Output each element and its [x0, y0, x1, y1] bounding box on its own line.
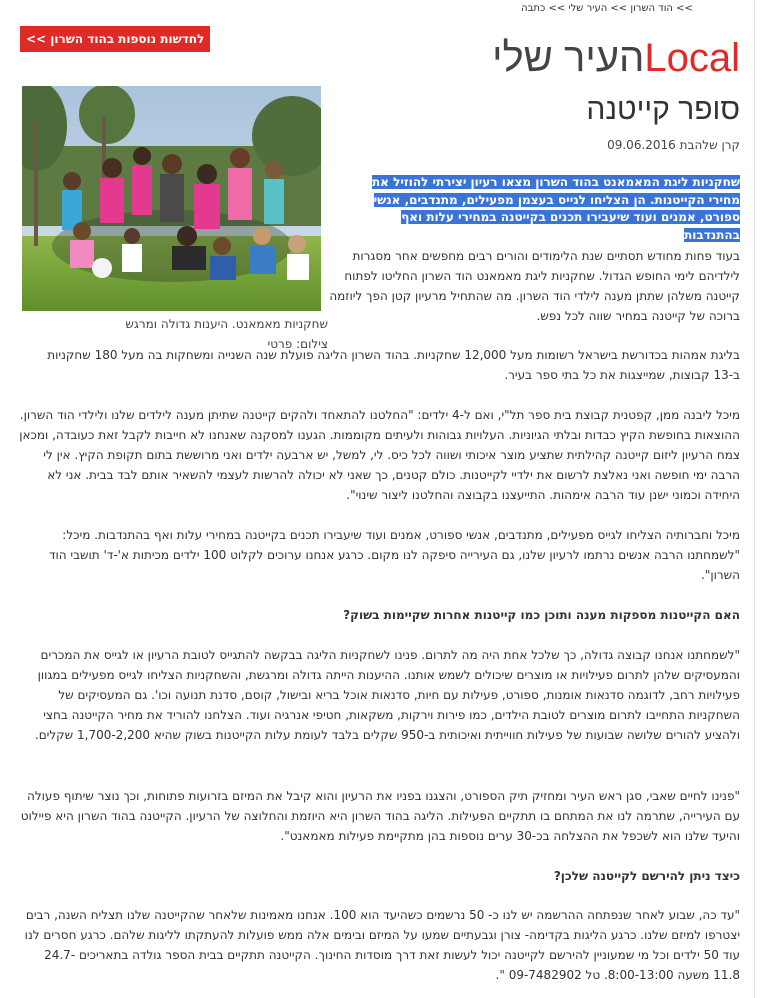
- paragraph-quote-michal: מיכל ליבנה ממן, קפטנית קבוצת בית ספר תל"י, ואם ל-4 ילדים: "החלטנו להתאחד ולהקים קייטנה שתיתן מענה לילדים שלנו ולילדי הוד השרון. ההוצאות בחופשת הקיץ כבדות ובלתי הגיוניות. העלויות גבוהות ולעיתים מקוממות. הגענו למסקנה שאנחנו לא חייבות לקבל זאת כעובדה, ומכאן צמח הרעיון ליזום קייטנה קהילתית שתציע מוצר איכותי ושווה לכל כיס. לי, למשל, יש ארבעה ילדים ואני מרוששת בתום תקופת הקיץ. אין לי הרבה ימי חופשה ואני נאלצת לרשום את ילדיי לקייטנות. כולם קטנים, כך שאני לא יכולה להרשות לעצמי להשאיר אותם לבד בבית. אני לא היחידה וכמוני ישנן עוד הרבה אימהות. התייעצנו בקבוצה והחלטנו ליצור שינוי".: [19, 408, 740, 502]
- site-brand: Local: [644, 36, 740, 80]
- article-lead: [344, 174, 740, 244]
- paragraph-volunteers: מיכל וחברותיה הצליחו לגייס מפעילים, מתנדבים, אנשי ספורט, אמנים ועוד שיעבירו תכנים בקייטנה במחירי עלות ואף בהתנדבות. מיכל: "לשמחתנו הרבה אנשים נרתמו לרעיון שלנו, גם העירייה סיפקה לנו מקום. כרגע אנחנו ערוכים לקלוט 100 ילדים מכיתות א'-ד' תושבי הוד השרון".: [48, 528, 740, 582]
- caption-text: שחקניות מאמאנט. היענות גדולה ומרגש: [125, 317, 328, 331]
- group-photo-image: [22, 86, 321, 311]
- site-title: [492, 34, 740, 82]
- paragraph-municipality: "פנינו לחיים שאבי, סגן ראש העיר ומחזיק תיק הספורט, והצגנו בפניו את הרעיון והוא קיבל את המיזם בזרועות פתוחות, וכך נוצר שיתוף פעולה עם העירייה, שתרמה לנו את המתחם בו תתקיים הפעילות. הליגה בהוד השרון היא היוזמת והחלוצה של הרעיון. הקייטנה בהוד השרון היא פיילוט והיעד שלנו הוא לשכפל את ההצלחה בכ-30 ערים נוספות בהן מתקיימת פעילות מאמאנט".: [20, 789, 740, 843]
- site-city: העיר שלי: [492, 36, 645, 80]
- question-heading-1: האם הקייטנות מספקות מענה ותוכן כמו קייטנות אחרות שקיימות בשוק?: [343, 608, 740, 622]
- lead-text: שחקניות ליגת המאמאנט בהוד השרון מצאו רעיון יצירתי להוזיל את מחירי הקייטנות. הן הצליחו לגייס בעצמן מפעילים, מתנדבים, אנשי ספורט, אמנים ועוד שיעבירו תכנים בקייטנה במחירי עלות ואף בהתנדבות: [371, 175, 740, 242]
- article-title: סופר קייטנה: [586, 93, 740, 126]
- paragraph-intro: בעוד פחות מחודש תסתיים שנת הלימודים והורים רבים מחפשים אחר מסגרות לילדיהם לימי החופש הגדול. שחקניות ליגת מאמאנט הוד השרון החליטו לפתוח קייטנה משלהן שתתן מענה לילדי הוד השרון. מה שהתחיל מרעיון קטן הפך ליוזמה ברוכה של קייטנה במחיר שווה לכל נפש.: [329, 249, 740, 323]
- paragraph-registration: "עד כה, שבוע לאחר שנפתחה ההרשמה יש לנו כ- 50 נרשמים כשהיעד הוא 100. אנחנו מאמינות שלאחר שהקייטנה שלנו תצליח השנה, רבים יצטרפו למיזם שלנו. כרגע הליגות בקדימה- צורן וגבעתיים שמעו על המיזם ובימים אלה ממש פועלות להעתקתו לליגות שלהם. כרגע חסרים לנו עוד 50 ילדים וכל מי שמעוניין להירשם לקייטנה יכול לעשות זאת דרך מוסדות החינוך. הקייטנה תתקיים בבית הספר גולדה בתאריכים 24.7-11.8 משעה 8:00-13:00. טל 09-7482902 ".: [24, 908, 740, 982]
- article-photo: [22, 86, 321, 311]
- more-news-button[interactable]: לחדשות נוספות בהוד השרון >>: [20, 26, 210, 52]
- breadcrumb[interactable]: >> הוד השרון >> העיר שלי >> כתבה: [521, 3, 693, 14]
- author-name: קרן שלהבת: [679, 138, 740, 152]
- question-heading-2: כיצד ניתן להירשם לקייטנה שלכן?: [553, 869, 740, 883]
- paragraph-answer-1: "לשמחתנו אנחנו קבוצה גדולה, כך שלכל אחת היה מה לתרום. פנינו לשחקניות הליגה בבקשה להתגייס לטובת הרעיון או לגייס את המכרים והמעסיקים שלהן לתרום פעילויות או מוצרים שיכולים לשמש אותנו. ההיענות הייתה גדולה ומרגשת, והשחקניות הצליחו לגייס מפעילים במגוון פעילויות רחב, לדוגמה סדנאות אומנות, ספורט, פעילות עם חיות, סדנאות אוכל בריא ובישול, קוסם, סדנת תנועה וכו'. גם המעסיקים של השחקניות התחייבו לתרום מוצרים לטובת הילדים, כמו פירות וירקות, משקאות, חטיפי אנרגיה ועוד. הצלחנו להוריד את מחיר הקייטנה בחצי ולהציע להורים שלושה שבועות של פעילות חווייתית ואיכותית ב-950 שקלים בלבד לעומת עלות הקייטנות בשוק שהיא 1,700-2,200 שקלים.: [34, 648, 740, 742]
- publish-date: 09.06.2016: [607, 138, 676, 152]
- photo-credit: צילום: פרטי: [267, 337, 328, 351]
- byline: [607, 137, 740, 153]
- page-frame-line: [754, 0, 755, 998]
- paragraph-league: בליגת אמהות בכדורשת בישראל רשומות מעל 12,000 שחקניות. בהוד השרון הליגה פועלת שנה השנייה ומשחקות בה מעל 180 שחקניות ב-13 קבוצות, שמייצגות את כל בתי ספר בעיר.: [47, 348, 740, 382]
